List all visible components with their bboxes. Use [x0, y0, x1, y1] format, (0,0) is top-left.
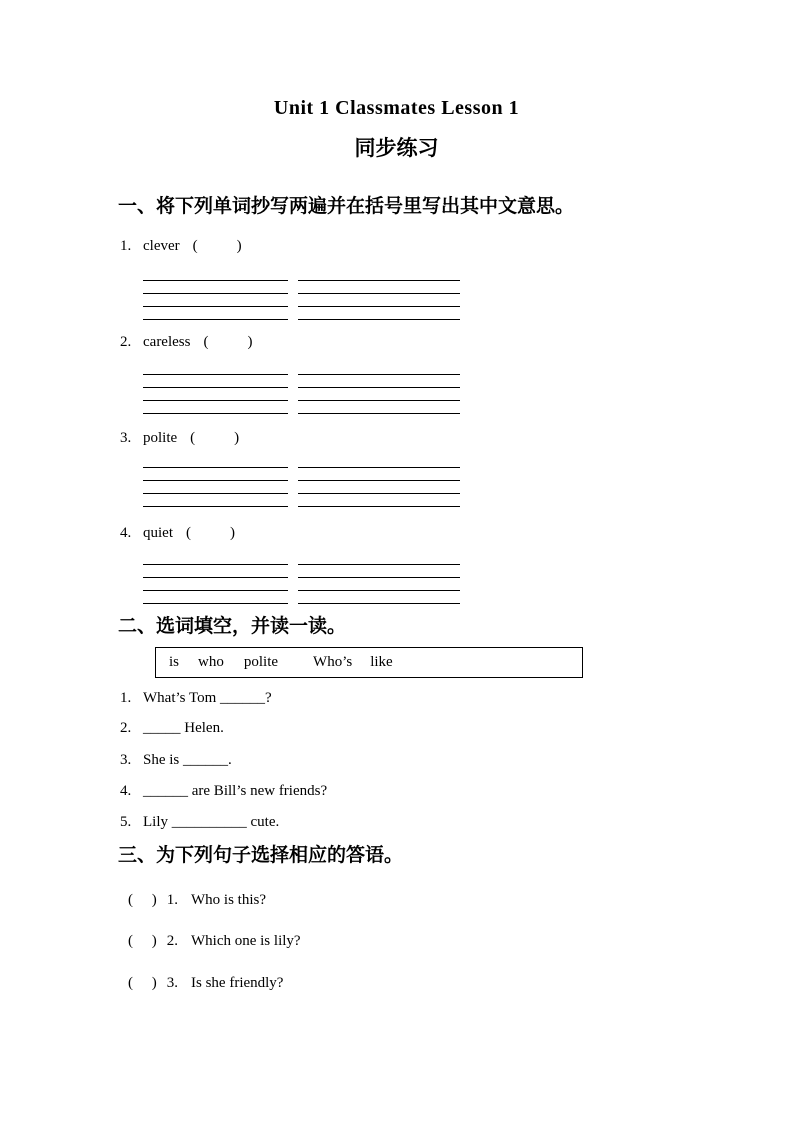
- writing-line: [298, 455, 460, 468]
- item-number: 2.: [120, 720, 132, 736]
- writing-line: [298, 401, 460, 414]
- writing-lines: [143, 362, 460, 414]
- meaning-brackets: ( ): [190, 430, 241, 446]
- writing-line: [298, 268, 460, 281]
- writing-line: [298, 578, 460, 591]
- item-number: 1.: [166, 892, 178, 908]
- writing-line: [143, 591, 288, 604]
- sentence-text: _____ Helen.: [143, 720, 224, 736]
- meaning-brackets: ( ): [192, 238, 243, 254]
- item-number: 4.: [120, 525, 132, 541]
- item-number: 3.: [120, 752, 132, 768]
- writing-line: [143, 281, 288, 294]
- copy-word-item: [120, 238, 243, 255]
- writing-line: [143, 468, 288, 481]
- copy-word-item: [120, 430, 240, 447]
- writing-line: [143, 578, 288, 591]
- fill-blank-sentence: [120, 720, 224, 737]
- writing-line: [143, 268, 288, 281]
- fill-blank-sentence: [120, 814, 279, 831]
- question-text: Which one is lily?: [191, 933, 301, 949]
- writing-line: [143, 565, 288, 578]
- question-text: Is she friendly?: [191, 975, 284, 991]
- fill-blank-sentence: [120, 752, 232, 769]
- writing-line: [298, 388, 460, 401]
- section-two-heading: 二、选词填空，并读一读。: [118, 616, 347, 637]
- writing-line: [143, 362, 288, 375]
- item-number: 3.: [120, 430, 132, 446]
- match-answer-item: [128, 892, 266, 909]
- meaning-brackets: ( ): [203, 334, 254, 350]
- writing-line: [298, 375, 460, 388]
- copy-word-item: [120, 525, 236, 542]
- writing-line: [298, 362, 460, 375]
- item-number: 2.: [166, 933, 178, 949]
- writing-line: [143, 494, 288, 507]
- word-bank-word: is: [169, 654, 180, 670]
- answer-brackets: ( ): [128, 892, 157, 908]
- writing-line: [143, 307, 288, 320]
- sentence-text: ______ are Bill’s new friends?: [143, 783, 328, 799]
- copy-word: polite: [143, 430, 178, 446]
- writing-line: [298, 494, 460, 507]
- section-one-heading: 一、将下列单词抄写两遍并在括号里写出其中文意思。: [118, 196, 575, 217]
- meaning-brackets: ( ): [186, 525, 236, 541]
- question-text: Who is this?: [191, 892, 266, 908]
- item-number: 3.: [166, 975, 178, 991]
- answer-brackets: ( ): [128, 975, 157, 991]
- writing-line: [298, 565, 460, 578]
- match-answer-item: [128, 975, 283, 992]
- item-number: 1.: [120, 238, 132, 254]
- sentence-text: Lily __________ cute.: [143, 814, 280, 830]
- writing-line: [143, 294, 288, 307]
- writing-line: [298, 468, 460, 481]
- writing-line: [143, 481, 288, 494]
- writing-lines: [143, 552, 460, 604]
- word-bank-word: who: [198, 654, 224, 670]
- page-subtitle: 同步练习: [354, 137, 439, 160]
- fill-blank-sentence: [120, 690, 272, 707]
- copy-word-item: [120, 334, 253, 351]
- writing-line: [143, 552, 288, 565]
- sentence-text: She is ______.: [143, 752, 232, 768]
- item-number: 1.: [120, 690, 132, 706]
- writing-line: [143, 455, 288, 468]
- item-number: 2.: [120, 334, 132, 350]
- word-bank-word: polite: [243, 654, 279, 670]
- answer-brackets: ( ): [128, 933, 157, 949]
- page-title: Unit 1 Classmates Lesson 1: [273, 97, 520, 119]
- writing-line: [298, 294, 460, 307]
- copy-word: quiet: [143, 525, 173, 541]
- word-bank-box: [155, 647, 583, 678]
- writing-line: [143, 388, 288, 401]
- item-number: 4.: [120, 783, 132, 799]
- copy-word: careless: [143, 334, 191, 350]
- writing-lines: [143, 455, 460, 507]
- writing-line: [298, 307, 460, 320]
- fill-blank-sentence: [120, 783, 327, 800]
- writing-lines: [143, 268, 460, 320]
- sentence-text: What’s Tom ______?: [143, 690, 272, 706]
- writing-line: [143, 401, 288, 414]
- item-number: 5.: [120, 814, 132, 830]
- word-bank-word: Who’s: [313, 654, 353, 670]
- copy-word: clever: [143, 238, 180, 254]
- writing-line: [298, 552, 460, 565]
- section-three-heading: 三、为下列句子选择相应的答语。: [118, 845, 404, 866]
- match-answer-item: [128, 933, 301, 950]
- writing-line: [143, 375, 288, 388]
- writing-line: [298, 281, 460, 294]
- writing-line: [298, 591, 460, 604]
- writing-line: [298, 481, 460, 494]
- word-bank-word: like: [370, 654, 393, 670]
